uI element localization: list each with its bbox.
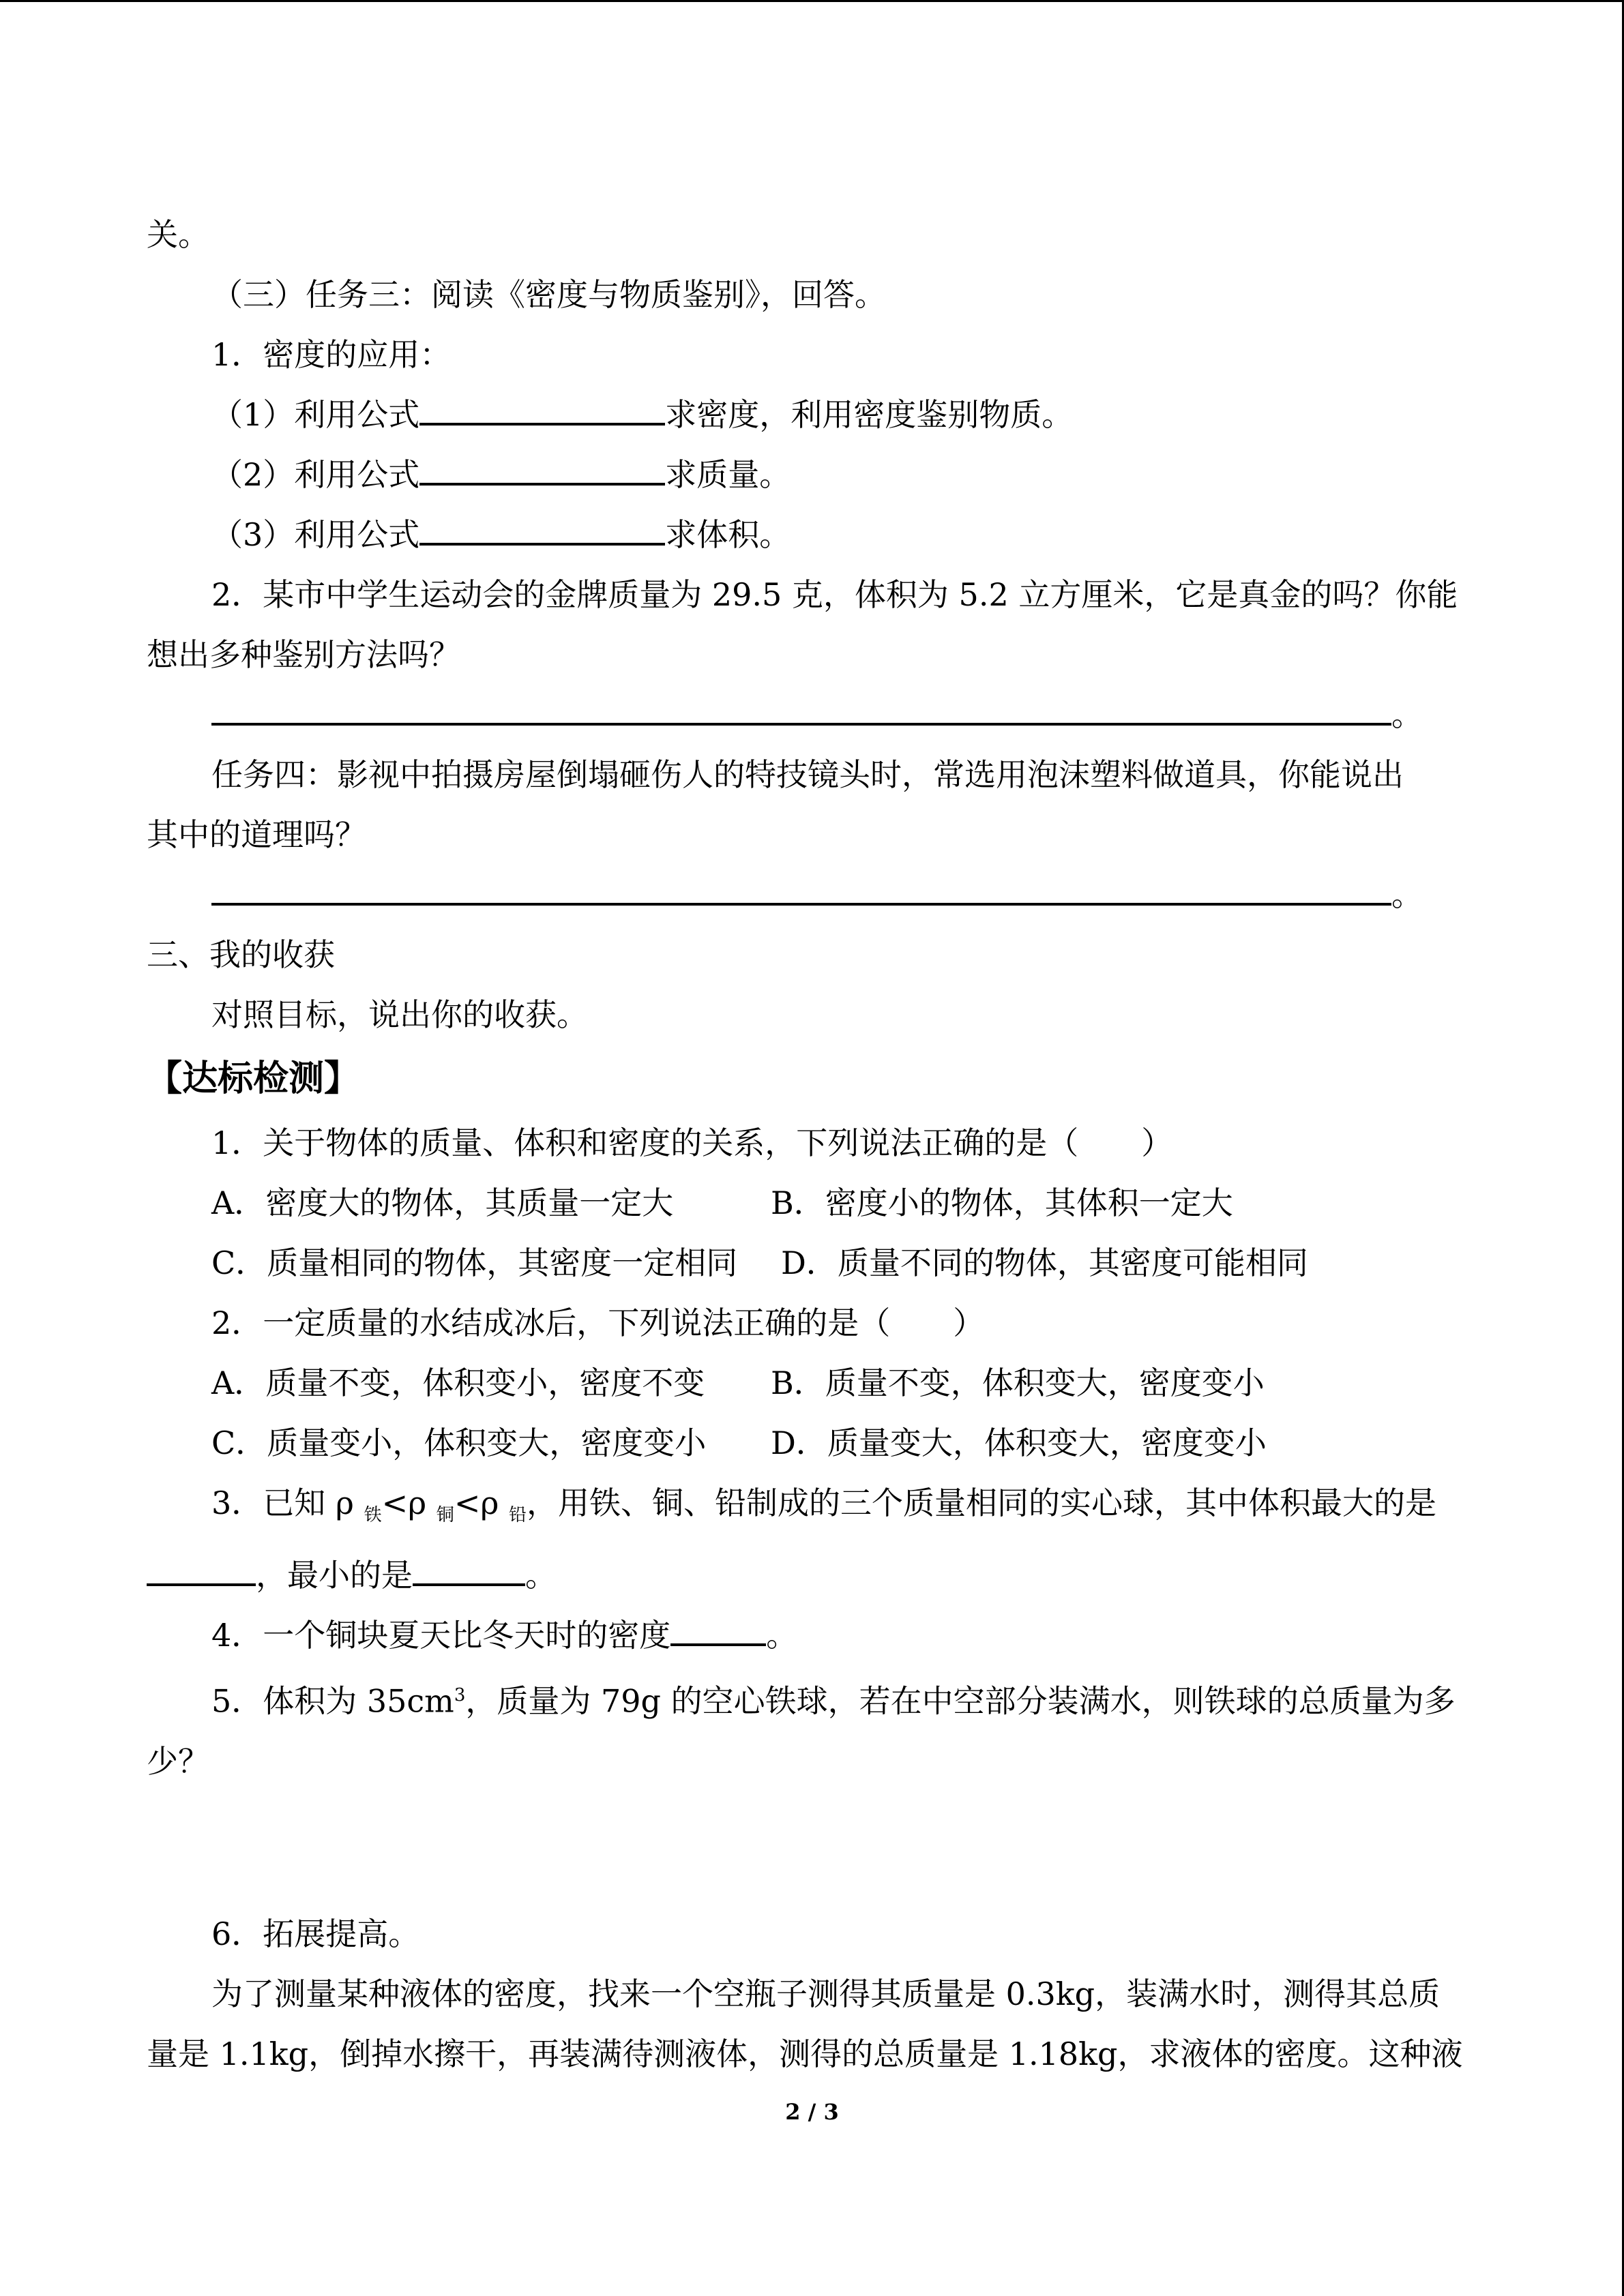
answer-line-2: 。 [147,865,1477,925]
q3-blank-smallest [413,1555,525,1586]
q2-options-row1 [147,1353,1477,1413]
test-question-1: 1．关于物体的质量、体积和密度的关系，下列说法正确的是（ ） [211,1124,1173,1161]
page-content [147,205,1477,2084]
test-question-5-line1: 5．体积为 $35cm^3$，质量为 79g 的空心铁球，若在中空部分装满水，则铁球的总质量为多 [211,1682,1456,1720]
q1-option-c: C．质量相同的物体，其密度一定相同 [211,1244,738,1281]
answer-blank-1 [211,694,1391,726]
q3-blank-largest [147,1555,256,1586]
q2-option-a: A．质量不变，体积变小，密度不变 [211,1365,705,1401]
test-section-title: 【达标检测】 [147,1058,360,1099]
formula-blank-1 [419,394,665,426]
q2-option-b: B．质量不变，体积变大，密度变小 [771,1365,1265,1401]
test-question-3-line2: ，最小的是 。 [147,1545,1477,1605]
test-question-5-line2: 少？ [147,1742,209,1780]
task4-line1: 任务四：影视中拍摄房屋倒塌砸伤人的特技镜头时，常选用泡沫塑料做道具，你能说出 [211,756,1404,793]
task3-heading: （三）任务三：阅读《密度与物质鉴别》，回答。 [211,276,886,313]
q1-option-a: A．密度大的物体，其质量一定大 [211,1184,674,1221]
q4-blank [670,1615,766,1646]
harvest-heading: 三、我的收获 [147,936,335,973]
gold-medal-question-line2: 想出多种鉴别方法吗？ [147,636,460,673]
top-border [0,0,1624,2]
q1-option-b: B．密度小的物体，其体积一定大 [771,1184,1233,1221]
q1-option-d: D．质量不同的物体，其密度可能相同 [781,1244,1308,1281]
q1-options-row1 [147,1173,1477,1233]
formula-blank-3 [419,514,665,546]
density-application-title: 1．密度的应用： [211,336,452,373]
application-1: （1）利用公式 求密度，利用密度鉴别物质。 [147,385,1477,445]
application-2: （2）利用公式 求质量。 [147,445,1477,505]
text-line-continuation: 关。 [147,216,209,253]
page-number: 2 / 3 [785,2099,839,2125]
q2-option-c: C．质量变小，体积变大，密度变小 [211,1425,707,1461]
formula-blank-2 [419,454,665,486]
task4-line2: 其中的道理吗？ [147,816,366,853]
harvest-text: 对照目标，说出你的收获。 [211,996,588,1033]
test-question-6-text-line2: 量是 1.1kg，倒掉水擦干，再装满待测液体，测得的总质量是 1.18kg，求液体的密度。这种液 [147,2035,1463,2072]
answer-line-1: 。 [147,685,1477,745]
test-question-2: 2．一定质量的水结成冰后，下列说法正确的是（ ） [211,1304,985,1341]
test-question-6: 6．拓展提高。 [211,1915,420,1952]
test-question-3-line1: 3．已知 ρ $_铁$<ρ $_铜$<ρ $_铅$，用铁、铜、铅制成的三个质量相同的实心球，其中体积最大的是 [211,1485,1437,1526]
gold-medal-question-line1: 2．某市中学生运动会的金牌质量为 29.5 克，体积为 5.2 立方厘米，它是真金的吗？你能 [211,576,1458,613]
answer-space [147,1791,1477,1904]
q2-option-d: D．质量变大，体积变大，密度变小 [771,1425,1267,1461]
test-question-6-text-line1: 为了测量某种液体的密度，找来一个空瓶子测得其质量是 0.3kg，装满水时，测得其总质 [211,1975,1441,2012]
q2-options-row2 [147,1413,1477,1473]
answer-blank-2 [211,874,1391,906]
test-question-4: 4．一个铜块夏天比冬天时的密度 。 [147,1605,1477,1665]
application-3: （3）利用公式 求体积。 [147,505,1477,565]
q1-options-row2 [147,1233,1477,1293]
